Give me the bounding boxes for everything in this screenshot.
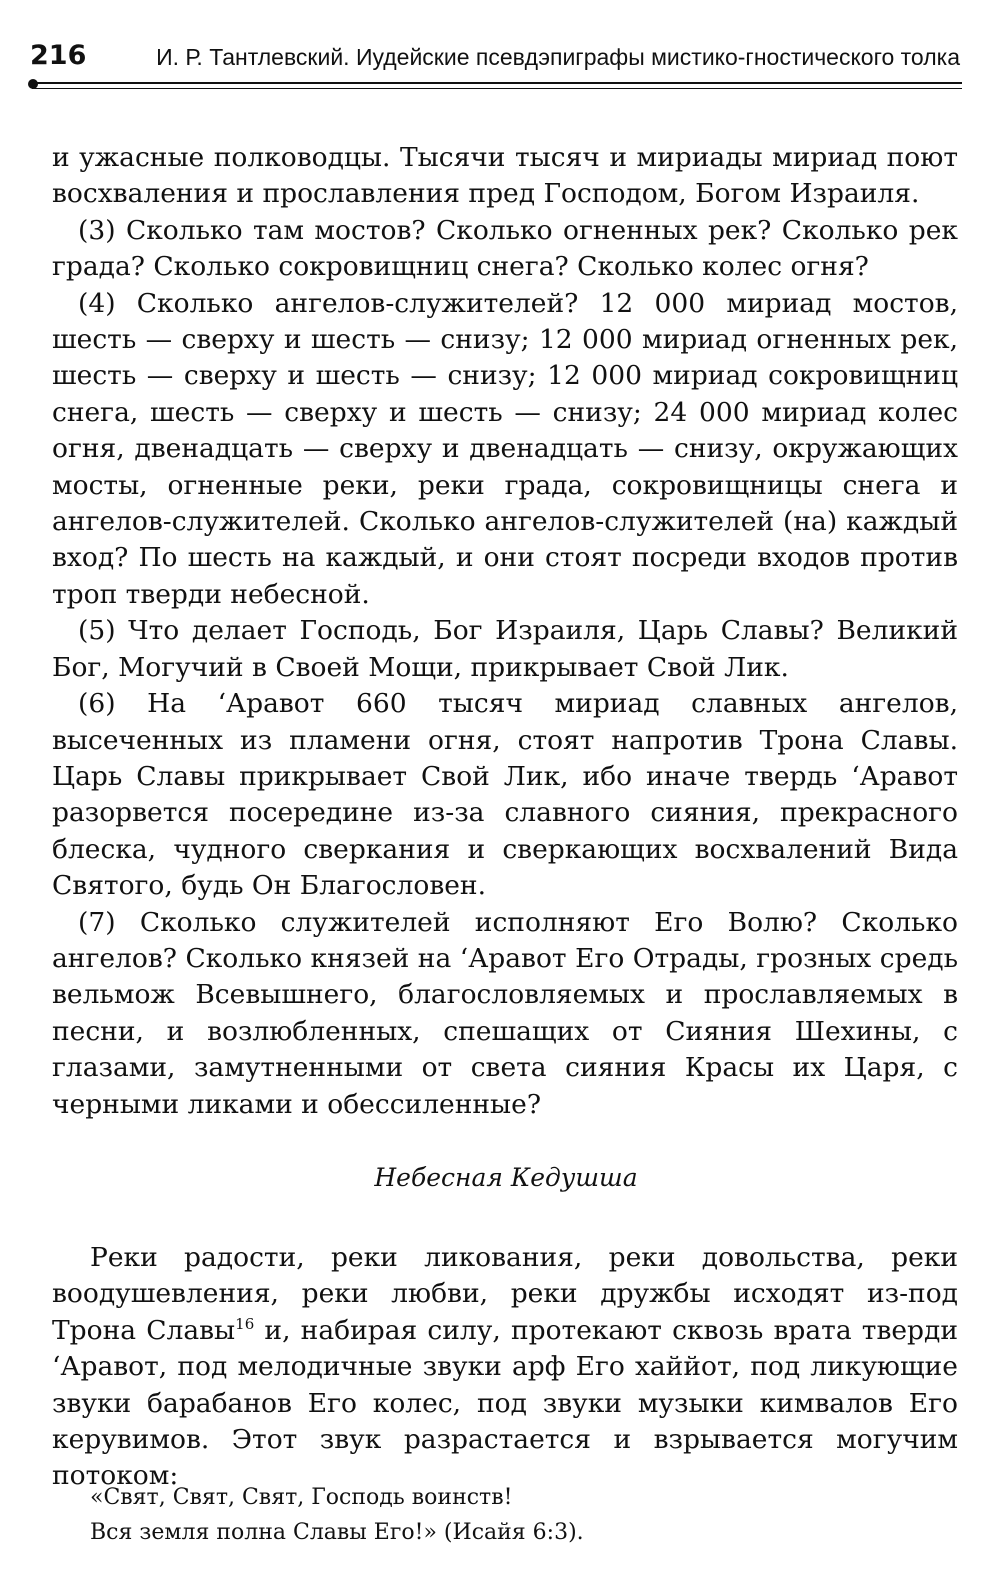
header-rule-thin [32, 88, 962, 89]
main-text [52, 140, 958, 1123]
section-text [52, 1240, 958, 1495]
running-head: И. Р. Тантлевский. Иудейские псевдэпиграфы мистико-гностического толка [156, 44, 960, 70]
page-header [30, 40, 960, 80]
header-rule [32, 82, 962, 84]
paragraph: (6) На ‘Аравот 660 тысяч мириад славных ангелов, высеченных из пламени огня, стоят напротив Трона Славы. Царь Славы прикрывает Свой Лик, ибо иначе твердь ‘Аравот разорвется посередине из-за славного сияния, прекрасного блеска, чудного сверкания и сверкающих восхвалений Вида Святого, будь Он Благословен. [52, 688, 958, 902]
paragraph: (4) Сколько ангелов-служителей? 12 000 мириад мостов, шесть — сверху и шесть — снизу; 12 000 мириад огненных рек, шесть — сверху и шесть — снизу; 12 000 мириад сокровищниц снега, шесть — сверху и шесть — снизу; 24 000 мириад колес огня, двенадцать — сверху и двенадцать — снизу, окружающих мосты, огненные реки, реки града, сокровищницы снега и ангелов-служителей. Сколько ангелов-служителей (на) каждый вход? По шесть на каждый, и они стоят посреди входов против троп тверди небесной. [52, 287, 958, 610]
footnote-ref: 16 [235, 1314, 255, 1333]
paragraph [52, 1240, 958, 1495]
page-number: 216 [30, 40, 87, 71]
paragraph: и ужасные полководцы. Тысячи тысяч и мириады мириад поют восхваления и прославления пред Господом, Богом Израиля. [52, 142, 958, 210]
paragraph-text: и, набирая силу, протекают сквозь врата тверди ‘Аравот, под мелодичные звуки арф Его хаййот, под ликующие звуки барабанов Его колес, под звуки музыки кимвалов Его керувимов. Этот звук разрастается и взрывается могучим потоком: [52, 1314, 958, 1492]
paragraph: (7) Сколько служителей исполняют Его Волю? Сколько ангелов? Сколько князей на ‘Аравот Его Отрады, грозных средь вельмож Всевышнего, благословляемых и прославляемых в песни, и возлюбленных, спешащих от Сияния Шехины, с глазами, замутненными от света сияния Красы их Царя, с черными ликами и обессиленные? [52, 906, 958, 1120]
paragraph-text: Реки радости, реки ликования, реки довольства, реки воодушевления, реки любви, реки дружбы исходят из-под Трона Славы [52, 1242, 958, 1346]
section-title: Небесная Кедушша [374, 1163, 638, 1192]
paragraph: (5) Что делает Господь, Бог Израиля, Царь Славы? Великий Бог, Могучий в Своей Мощи, прикрывает Свой Лик. [52, 615, 958, 683]
quote-line: «Свят, Свят, Свят, Господь воинств! [90, 1485, 513, 1510]
quote-line: Вся земля полна Славы Его!» (Исайя 6:3). [90, 1520, 584, 1545]
quotation [90, 1480, 950, 1550]
paragraph: (3) Сколько там мостов? Сколько огненных рек? Сколько рек града? Сколько сокровищниц снега? Сколько колес огня? [52, 214, 958, 283]
